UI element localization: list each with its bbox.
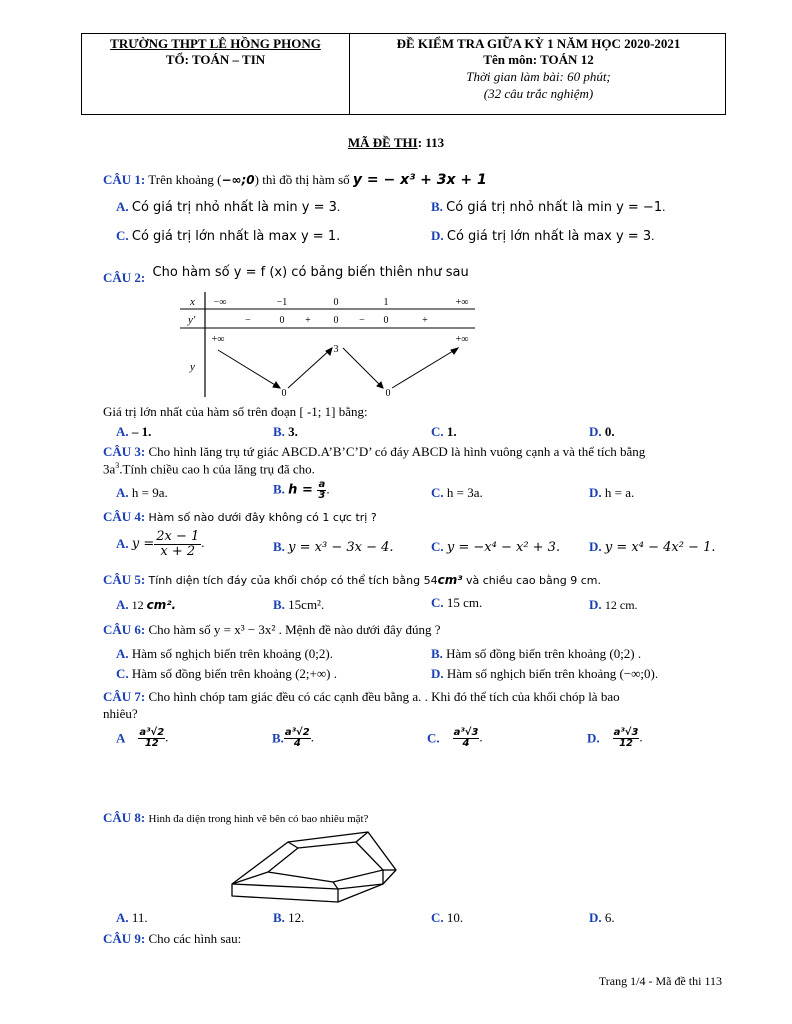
vt-row-x: x [190,296,195,308]
q7-line2: nhiêu? [103,706,138,721]
q2-option-c: C. 1. [431,424,457,439]
q3-option-a: A. h = 9a. [116,485,168,500]
q5-option-d: D. 12 cm. [589,597,638,612]
question-1 [103,172,487,188]
question-count: (32 câu trắc nghiệm) [483,86,594,101]
question-4 [103,509,377,525]
q4-text: Hàm số nào dưới đây không có 1 cực trị ? [148,511,377,524]
vt-y-value: +∞ [455,334,469,345]
vt-arrowhead-1 [273,382,280,388]
vt-y-value: +∞ [211,334,225,345]
polyhedron-figure [228,824,408,906]
vt-y-value: 0 [281,388,287,399]
q3-line2: $3a^3.Tính$ chiều cao h của lăng trụ đã cho. [103,461,315,477]
q5-option-a: A. 12 cm². [116,597,177,612]
vt-sign-value: − [245,315,251,326]
q7-option-a: A $\frac{\text{a³√2}}{12}$ . [116,727,169,749]
q8-option-d: D. 6. [589,910,615,925]
q6-option-c: C. Hàm số đồng biến trên khoảng (2;+∞) . [116,666,337,681]
question-2 [103,264,469,285]
vt-sign-value: − [359,315,365,326]
vt-sign-value: 0 [333,315,339,326]
q4-option-a: A. y = $\frac{2x - 1}{x + 2}$ . [116,529,205,559]
vt-x-value: +∞ [455,297,469,308]
exam-time: Thời gian làm bài: 60 phút; [466,69,611,84]
poly-edge-bottom [232,884,383,889]
exam-code-label: MÃ ĐỀ THI [347,135,418,150]
question-3 [103,444,645,460]
q1-option-b: B. Có giá trị nhỏ nhất là min y = −1. [431,199,666,215]
vt-y-value: 3 [333,344,339,355]
q8-option-a: A. 11. [116,910,148,925]
q1-text2: ) thì đồ thị hàm số [254,172,350,187]
vt-row-yprime: y′ [188,314,196,326]
exam-code [0,135,792,151]
poly-outline [232,832,396,902]
q6-label: CÂU 6: [103,622,146,637]
q2-question: Giá trị lớn nhất của hàm số trên đoạn [ -1; 1] bằng: [103,404,368,419]
vt-x-value: 1 [383,297,389,308]
exam-code-value: : 113 [417,135,445,150]
q1-function: y = − x³ + 3x + 1 [352,172,487,188]
q1-text: Trên khoảng ( [148,172,222,187]
q4-option-b: B. y = x³ − 3x − 4. [273,539,394,555]
vt-x-value: −∞ [213,297,227,308]
poly-edge-d [232,872,268,884]
q1-option-d: D. Có giá trị lớn nhất là max y = 3. [431,228,655,244]
exam-title: ĐỀ KIỂM TRA GIỮA KỲ 1 NĂM HỌC 2020-2021 [396,36,681,51]
q3-option-d: D. h = a. [589,485,635,500]
vt-x-value: −1 [276,297,288,308]
subject-name: Tên môn: TOÁN 12 [483,52,594,67]
q5-option-b: B. 15cm². [273,597,325,612]
question-9 [103,931,241,947]
q5-label: CÂU 5: [103,572,146,587]
q7-line1: Cho hình chóp tam giác đều có các cạnh đều bằng a. . Khi đó thể tích của khối chóp là bao [148,689,620,704]
page-footer: Trang 1/4 - Mã đề thi 113 [598,974,722,988]
q4-option-d: D. y = x⁴ − 4x² − 1. [589,539,716,555]
q2-option-d: D. 0. [589,424,615,439]
vt-arrow-1 [218,350,280,388]
vt-row-y: y [190,361,195,373]
q2-option-b: B. 3. [273,424,298,439]
q9-label: CÂU 9: [103,931,146,946]
vt-sign-value: + [422,315,428,326]
vt-y-value: 0 [385,388,391,399]
q7-label: CÂU 7: [103,689,146,704]
q3-label: CÂU 3: [103,444,146,459]
q1-label: CÂU 1: [103,172,146,187]
question-5: CÂU 5: Tính diện tích đáy của khối chóp có thể tích bằng 54cm³ và chiều cao bằng 9 cm. [103,572,601,587]
vt-sign-value: 0 [279,315,285,326]
q5-option-c: C. 15 cm. [431,595,483,610]
vt-sign-value: 0 [383,315,389,326]
vt-arrowhead-2 [326,348,332,355]
q6-option-a: A. Hàm số nghịch biến trên khoảng (0;2). [116,646,333,661]
question-7 [103,689,620,705]
q5-text: Tính diện tích đáy của khối chóp có thể tích bằng 54 [148,574,438,587]
poly-edge-e [333,882,338,889]
q8-option-b: B. 12. [273,910,305,925]
vt-arrow-3 [343,348,383,388]
q6-option-d: D. Hàm số nghịch biến trên khoảng (−∞;0). [431,666,659,681]
vt-x-value: 0 [333,297,339,308]
q1-option-a: A. Có giá trị nhỏ nhất là min y = 3. [116,199,341,215]
header-box [81,33,726,115]
q6-option-b: B. Hàm số đồng biến trên khoảng (0;2) . [431,646,642,661]
department-name: TỔ: TOÁN – TIN [165,52,266,67]
q4-label: CÂU 4: [103,509,146,524]
q9-text: Cho các hình sau: [148,931,242,946]
question-6 [103,622,441,638]
q7-option-d: D. $\frac{\text{a³√3}}{12}$ . [587,727,643,749]
q7-option-c: C. $\frac{\text{a³√3}}{4}$ . [427,727,483,749]
q7-option-b: B. $\frac{\text{a³√2}}{4}$ . [272,727,314,749]
q2-text: Cho hàm số y = f (x) có bảng biến thiên như sau [152,265,469,280]
q2-label: CÂU 2: [103,270,146,285]
poly-edge-a [288,842,298,848]
vt-sign-value: + [305,315,311,326]
q3-option-b: B. h = $\frac{a}{3}$ . [273,479,330,501]
poly-top-face [268,842,383,882]
vt-arrowhead-4 [451,348,458,354]
vt-arrow-4 [392,348,458,388]
q4-option-c: C. y = −x⁴ − x² + 3. [431,539,561,555]
school-name: TRƯỜNG THPT LÊ HỒNG PHONG [110,36,321,51]
q8-option-c: C. 10. [431,910,464,925]
q2-option-a: A. – 1. [116,424,152,439]
variation-table [180,292,480,402]
q1-option-c: C. Có giá trị lớn nhất là max y = 1. [116,228,341,244]
q8-text: Hình đa diện trong hình vẽ bên có bao nhiêu mặt? [148,813,369,825]
q6-text: Cho hàm số y = x³ − 3x² . Mệnh đề nào dưới đây đúng ? [148,622,441,637]
q1-interval: −∞;0 [221,173,255,187]
vt-arrow-2 [288,348,332,388]
q3-line1: Cho hình lăng trụ tứ giác ABCD.A’B’C’D’ có đáy ABCD là hình vuông cạnh a và thể tích bằng [148,444,646,459]
q8-label: CÂU 8: [103,810,146,825]
q3-option-c: C. h = 3a. [431,485,483,500]
